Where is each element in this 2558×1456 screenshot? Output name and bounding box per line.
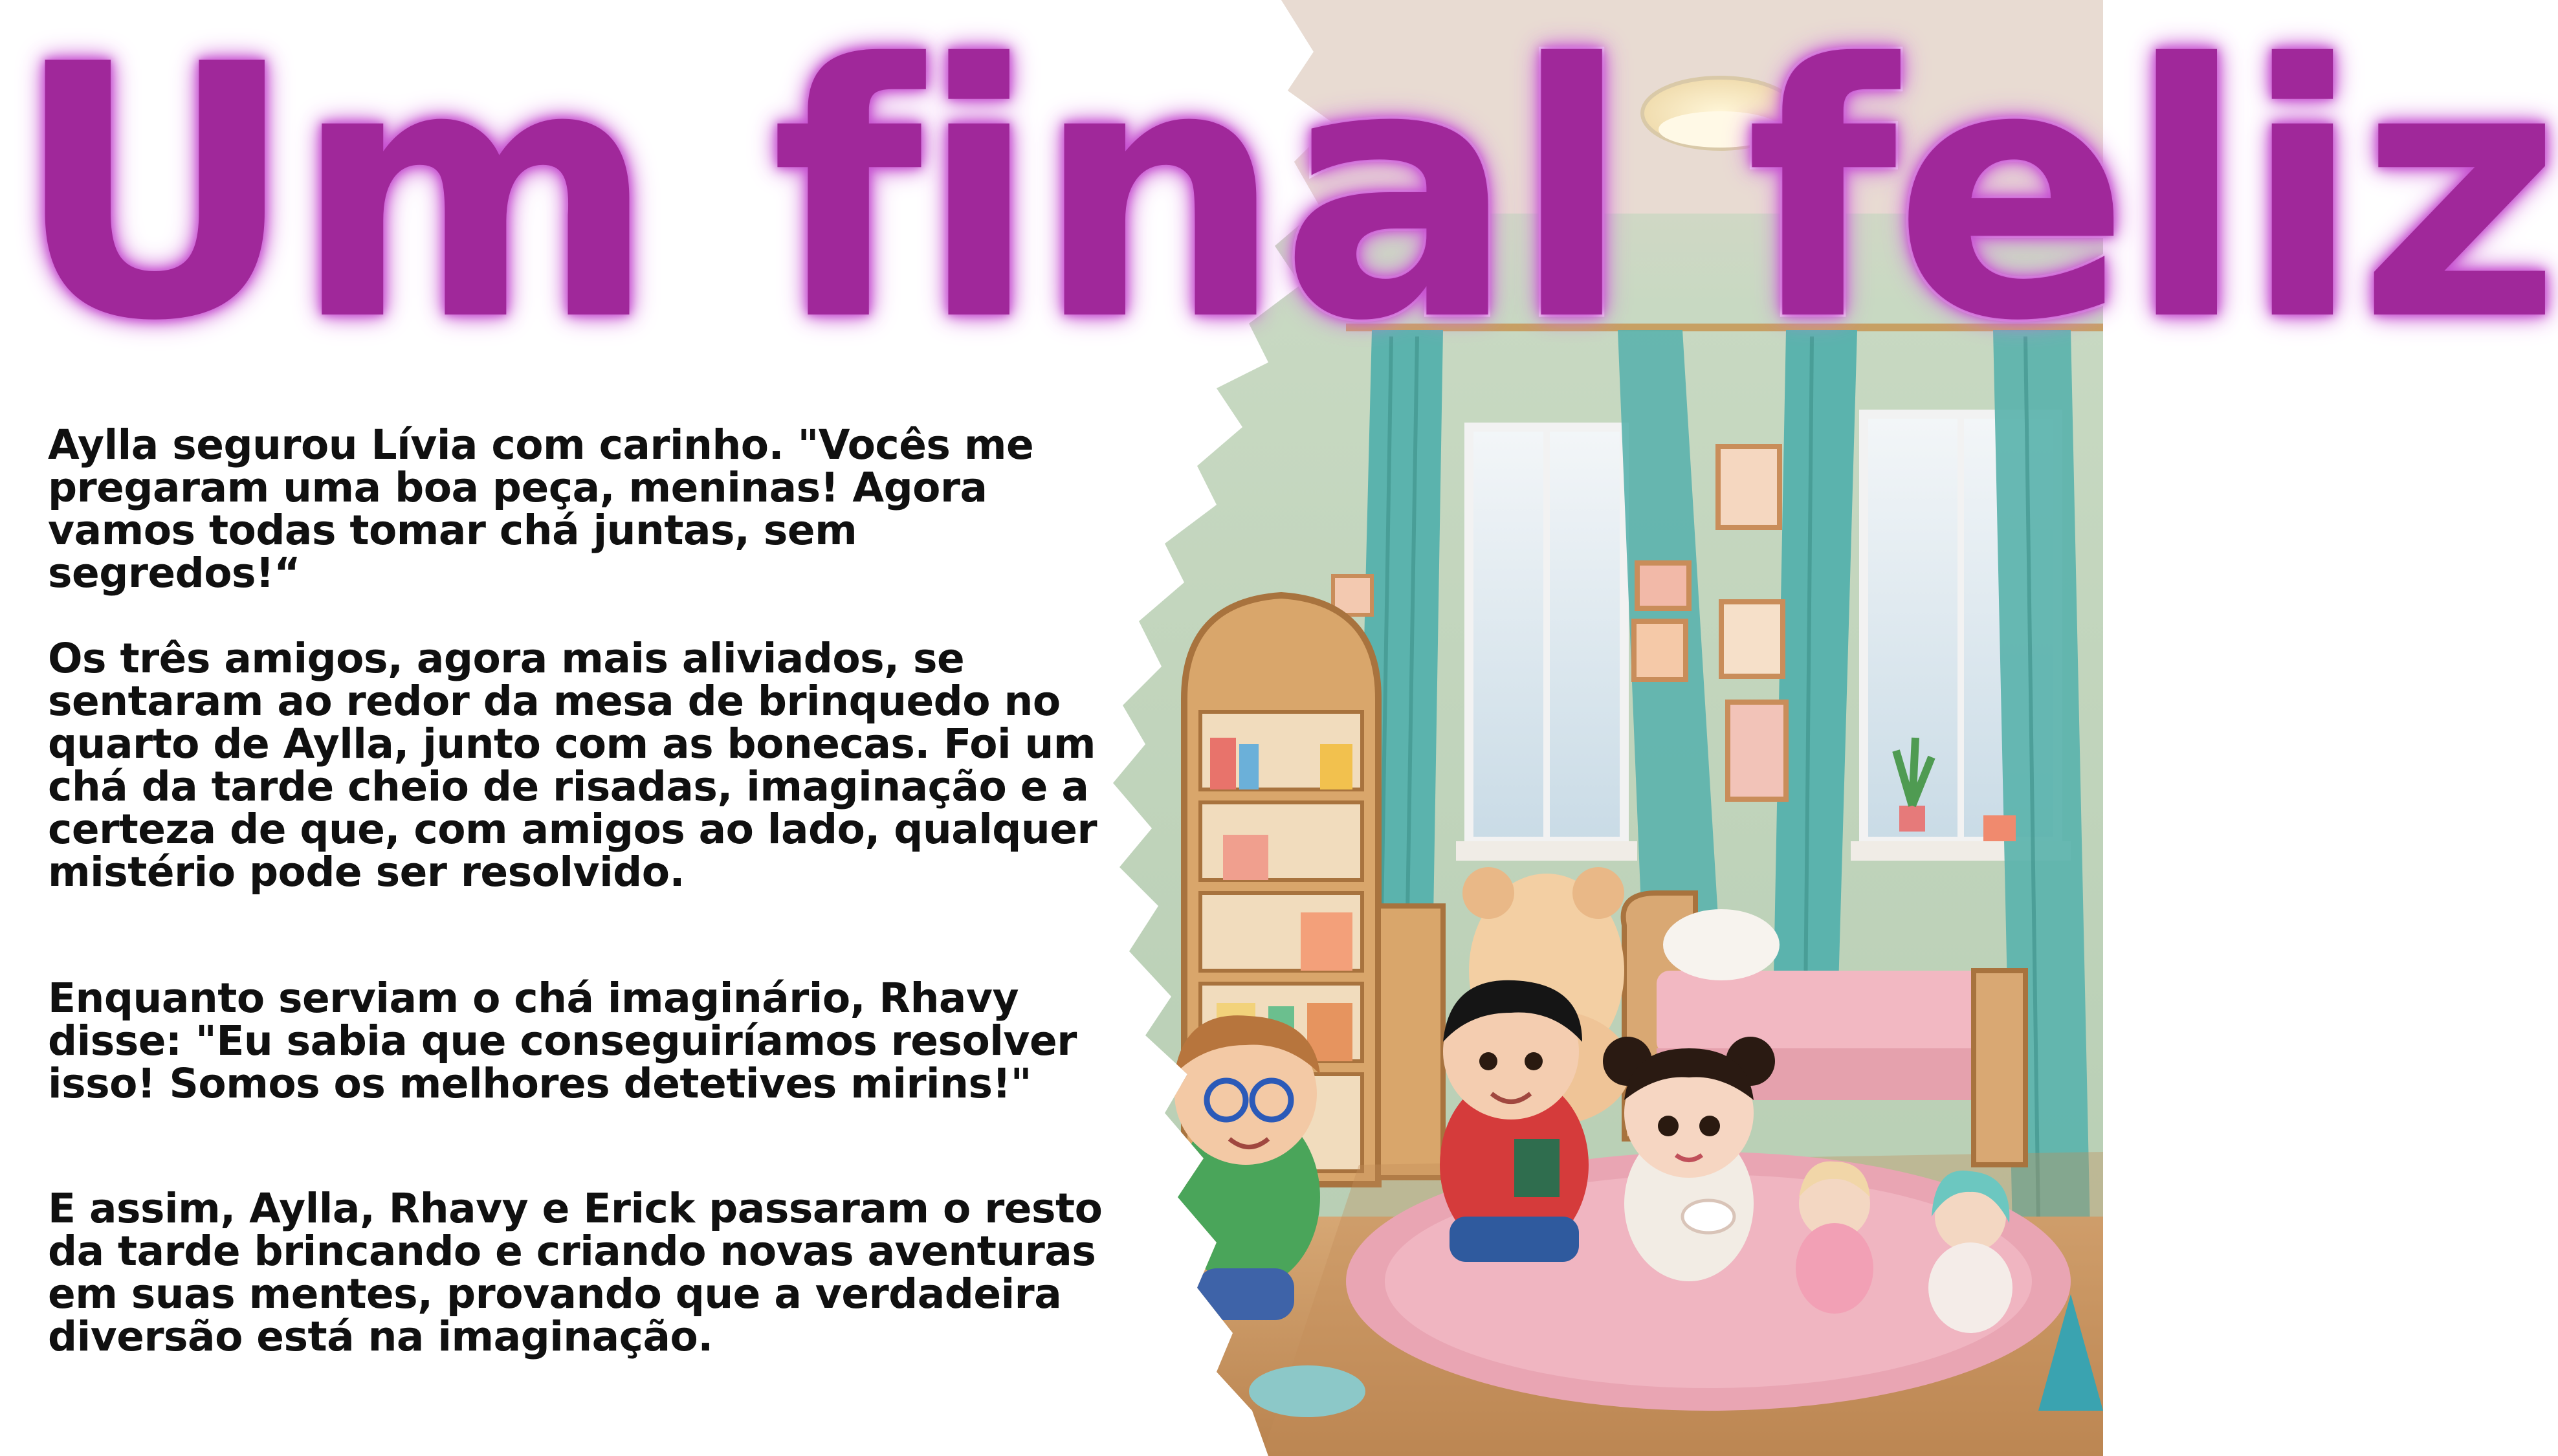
story-paragraph: E assim, Aylla, Rhavy e Erick passaram o resto da tarde brincando e criando novas aventuras em suas mentes, provando que a verdadeira diversão está na imaginação.: [48, 1185, 1103, 1360]
story-paragraph: Os três amigos, agora mais aliviados, se sentaram ao redor da mesa de brinquedo no quarto de Aylla, junto com as bonecas. Foi um chá da tarde cheio de risadas, imaginação e a certeza de que, com amigos ao lado, qualquer mistério pode ser resolvido.: [48, 635, 1097, 896]
window-left: [1456, 427, 1637, 861]
page-title: Um final feliz: [13, 0, 2558, 397]
story-paragraph: Aylla segurou Lívia com carinho. "Vocês me pregaram uma boa peça, meninas! Agora vamos todas tomar chá juntas, sem segredos!“: [48, 421, 1034, 597]
toy-ball: [1249, 1365, 1365, 1417]
child-rhavy: [1440, 980, 1589, 1262]
story-paragraph: Enquanto serviam o chá imaginário, Rhavy disse: "Eu sabia que conseguiríamos resolver isso! Somos os melhores detetives mirins!": [48, 975, 1077, 1107]
